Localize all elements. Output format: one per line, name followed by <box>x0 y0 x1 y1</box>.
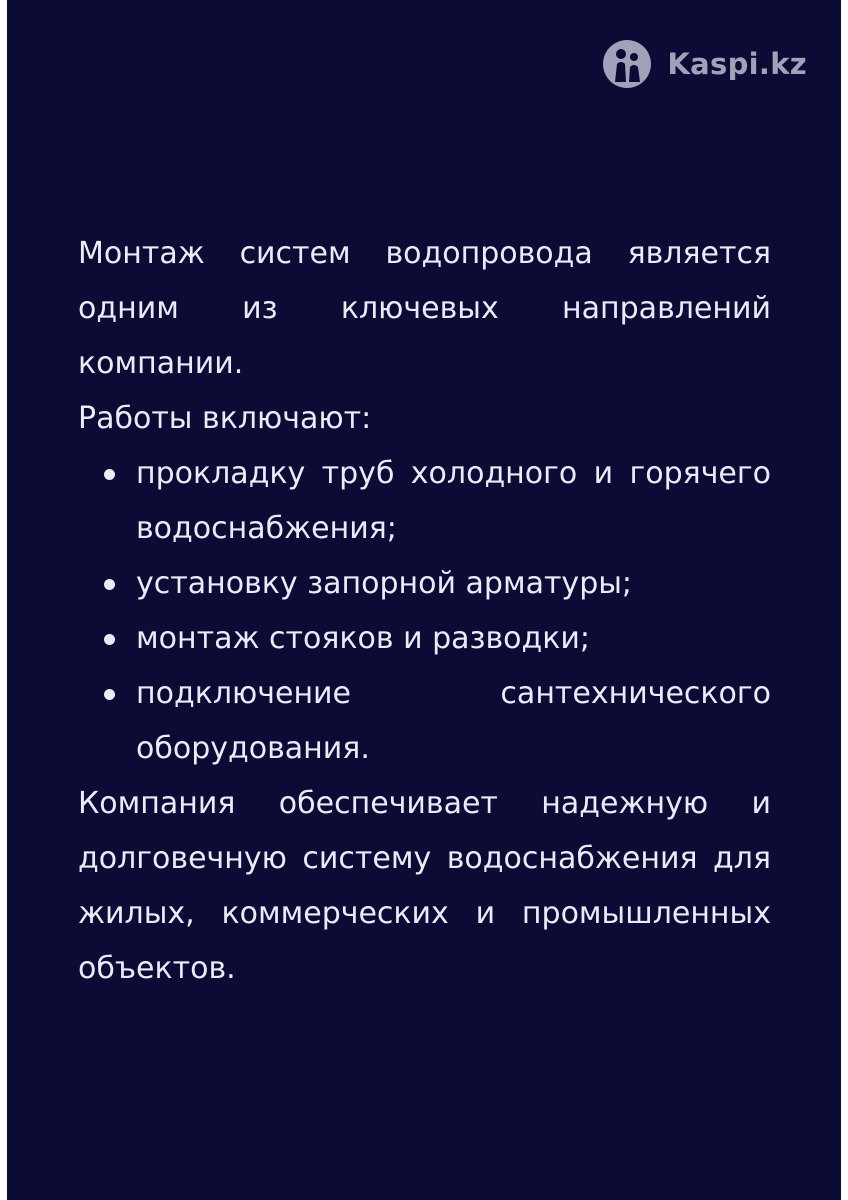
works-heading: Работы включают: <box>78 401 372 436</box>
conclusion-paragraph: Компания обеспечивает надежную и долговечную систему водоснабжения для жилых, коммерческих и промышленных объектов. <box>78 786 771 986</box>
list-item <box>78 666 771 776</box>
bullet-icon <box>104 634 115 645</box>
list-item <box>78 611 771 666</box>
text-content <box>78 226 771 996</box>
kaspi-logo-icon <box>601 38 653 90</box>
list-item-text: монтаж стояков и разводки; <box>136 621 590 656</box>
intro-paragraph: Монтаж систем водопровода является одним из ключевых направлений компании. <box>78 236 771 381</box>
watermark-text: Kaspi.kz <box>667 47 807 81</box>
list-item-text: подключение сантехнического оборудования. <box>136 676 771 766</box>
list-item-text: прокладку труб холодного и горячего водоснабжения; <box>136 456 771 546</box>
list-item-text: установку запорной арматуры; <box>136 566 633 601</box>
bullet-icon <box>104 579 115 590</box>
bullet-icon <box>104 469 115 480</box>
slide-panel <box>7 0 841 1200</box>
list-item <box>78 446 771 556</box>
list-item <box>78 556 771 611</box>
kaspi-watermark <box>601 38 807 90</box>
bullet-icon <box>104 689 115 700</box>
works-list <box>78 446 771 776</box>
